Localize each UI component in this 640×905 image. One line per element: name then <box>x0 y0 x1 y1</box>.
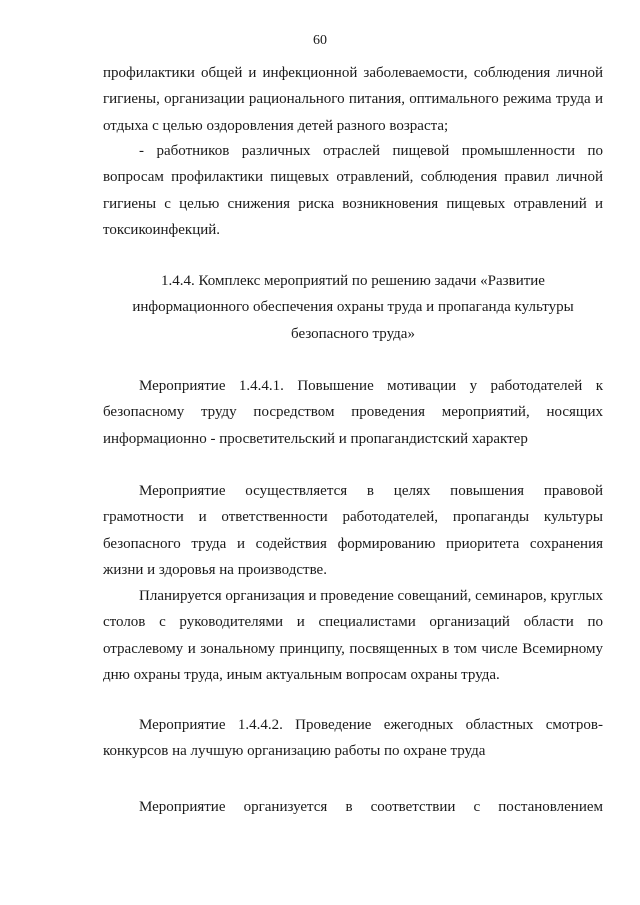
page-number: 60 <box>313 33 327 48</box>
measure-1-description: Мероприятие осуществляется в целях повышения правовой грамотности и ответственности работодателей, пропаганды культуры безопасного труда и содействия формированию приоритета сохранения жизни и здоровья на производстве. <box>103 483 603 578</box>
section-heading: 1.4.4. Комплекс мероприятий по решению задачи «Развитие информационного обеспечения охраны труда и пропаганда культуры безопасного труда» <box>132 273 574 342</box>
measure-2-title: Мероприятие 1.4.4.2. Проведение ежегодных областных смотров-конкурсов на лучшую организацию работы по охране труда <box>103 717 603 760</box>
measure-2-description: Мероприятие организуется в соответствии с постановлением <box>139 799 603 815</box>
planning-paragraph: Планируется организация и проведение совещаний, семинаров, круглых столов с руководителями и специалистами организаций области по отраслевому и зональному принципу, посвященных в том числе Всемирному дню охраны труда, иным актуальным вопросам охраны труда. <box>103 588 603 683</box>
measure-1-title: Мероприятие 1.4.4.1. Повышение мотивации у работодателей к безопасному труду посредством проведения мероприятий, носящих информационно - просветительский и пропагандистский характер <box>103 378 603 447</box>
paragraph-food-industry-workers: - работников различных отраслей пищевой промышленности по вопросам профилактики пищевых отравлений, соблюдения правил личной гигиены с целью снижения риска возникновения пищевых отравлений и токсикоинфекций. <box>103 143 603 238</box>
paragraph-continuation: профилактики общей и инфекционной заболеваемости, соблюдения личной гигиены, организации рационального питания, оптимального режима труда и отдыха с целью оздоровления детей разного возраста; <box>103 65 603 134</box>
